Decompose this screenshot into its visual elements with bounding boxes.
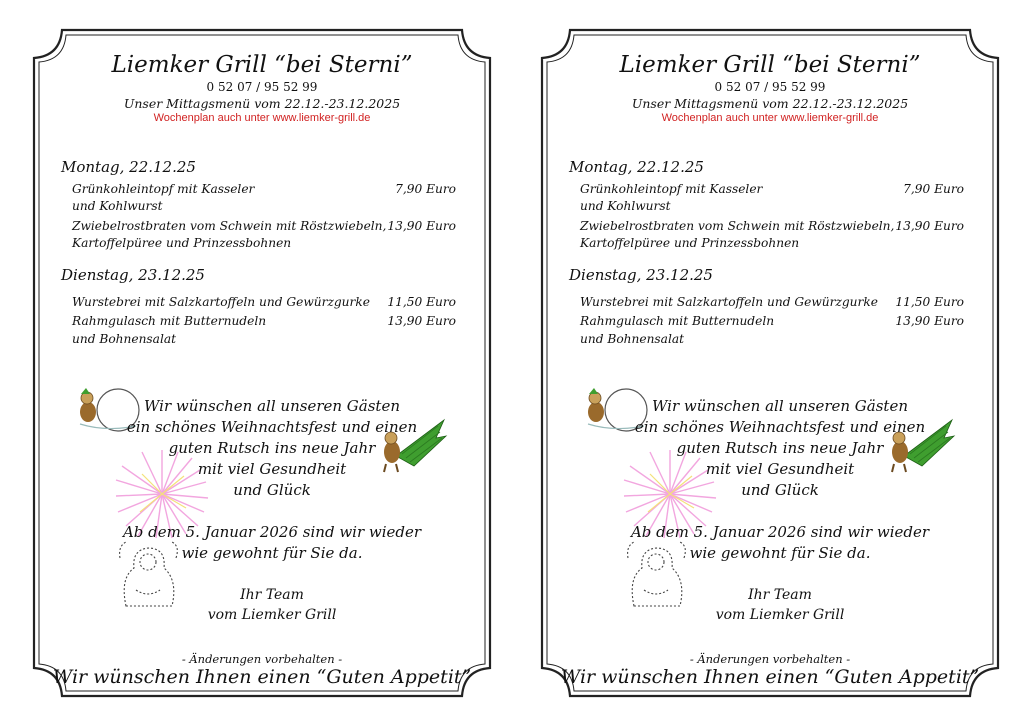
team-line: vom Liemker Grill (715, 607, 845, 623)
dish-price: 13,90 Euro (387, 219, 456, 233)
day-heading-monday: Montag, 22.12.25 (61, 158, 196, 176)
greeting-line: und Glück (233, 481, 311, 499)
menu-period: Unser Mittagsmenü vom 22.12.-23.12.2025 (123, 96, 401, 111)
dish-line: und Bohnensalat (72, 332, 177, 346)
greeting-line: guten Rutsch ins neue Jahr (676, 439, 884, 457)
greeting-line: und Glück (741, 481, 819, 499)
dish-line: Kartoffelpüree und Prinzessbohnen (72, 236, 292, 250)
greeting-line: Wir wünschen all unseren Gästen (144, 397, 400, 415)
menu-page-left (32, 28, 492, 698)
greeting-line: ein schönes Weihnachtsfest und einen (126, 418, 418, 436)
dish-line: und Kohlwurst (580, 199, 671, 213)
phone-number: 0 52 07 / 95 52 99 (206, 80, 318, 94)
dish-line: Zwiebelrostbraten vom Schwein mit Röstzwiebeln, (580, 219, 895, 233)
menu-page-right (540, 28, 1000, 698)
closing-wish: Wir wünschen Ihnen einen “Guten Appetit” (52, 666, 472, 688)
dish-line: Rahmgulasch mit Butternudeln (580, 314, 775, 328)
dish-price: 13,90 Euro (387, 314, 456, 328)
day-heading-monday: Montag, 22.12.25 (569, 158, 704, 176)
dish-price: 7,90 Euro (903, 182, 964, 196)
dish-line: Grünkohleintopf mit Kasseler (580, 182, 763, 196)
dish-line: Zwiebelrostbraten vom Schwein mit Röstzwiebeln, (72, 219, 387, 233)
restaurant-title: Liemker Grill “bei Sterni” (111, 52, 413, 78)
website-link[interactable]: Wochenplan auch unter www.liemker-grill.de (661, 112, 879, 124)
dish-price: 7,90 Euro (395, 182, 456, 196)
dish-price: 11,50 Euro (895, 295, 964, 309)
dish-line: und Kohlwurst (72, 199, 163, 213)
restaurant-title: Liemker Grill “bei Sterni” (619, 52, 921, 78)
dish-line: Rahmgulasch mit Butternudeln (72, 314, 267, 328)
dish-line: und Bohnensalat (580, 332, 685, 346)
changes-note: - Änderungen vorbehalten - (181, 652, 343, 666)
day-heading-tuesday: Dienstag, 23.12.25 (569, 266, 713, 284)
dish-line: Grünkohleintopf mit Kasseler (72, 182, 255, 196)
dish-price: 11,50 Euro (387, 295, 456, 309)
website-link[interactable]: Wochenplan auch unter www.liemker-grill.de (153, 112, 371, 124)
dish-price: 13,90 Euro (895, 219, 964, 233)
team-line: vom Liemker Grill (207, 607, 337, 623)
day-heading-tuesday: Dienstag, 23.12.25 (61, 266, 205, 284)
greeting-line: mit viel Gesundheit (197, 460, 347, 478)
reopen-line: Ab dem 5. Januar 2026 sind wir wieder (122, 523, 422, 541)
greeting-line: Wir wünschen all unseren Gästen (652, 397, 908, 415)
team-line: Ihr Team (748, 587, 812, 603)
team-line: Ihr Team (240, 587, 304, 603)
dish-line: Kartoffelpüree und Prinzessbohnen (580, 236, 800, 250)
changes-note: - Änderungen vorbehalten - (689, 652, 851, 666)
greeting-line: ein schönes Weihnachtsfest und einen (634, 418, 926, 436)
reopen-line: wie gewohnt für Sie da. (689, 544, 871, 562)
closing-wish: Wir wünschen Ihnen einen “Guten Appetit” (560, 666, 980, 688)
reopen-line: wie gewohnt für Sie da. (181, 544, 363, 562)
dish-line: Wurstebrei mit Salzkartoffeln und Gewürzgurke (580, 295, 878, 309)
reopen-line: Ab dem 5. Januar 2026 sind wir wieder (630, 523, 930, 541)
dish-line: Wurstebrei mit Salzkartoffeln und Gewürzgurke (72, 295, 370, 309)
phone-number: 0 52 07 / 95 52 99 (714, 80, 826, 94)
greeting-line: guten Rutsch ins neue Jahr (168, 439, 376, 457)
greeting-line: mit viel Gesundheit (705, 460, 855, 478)
menu-period: Unser Mittagsmenü vom 22.12.-23.12.2025 (631, 96, 909, 111)
dish-price: 13,90 Euro (895, 314, 964, 328)
